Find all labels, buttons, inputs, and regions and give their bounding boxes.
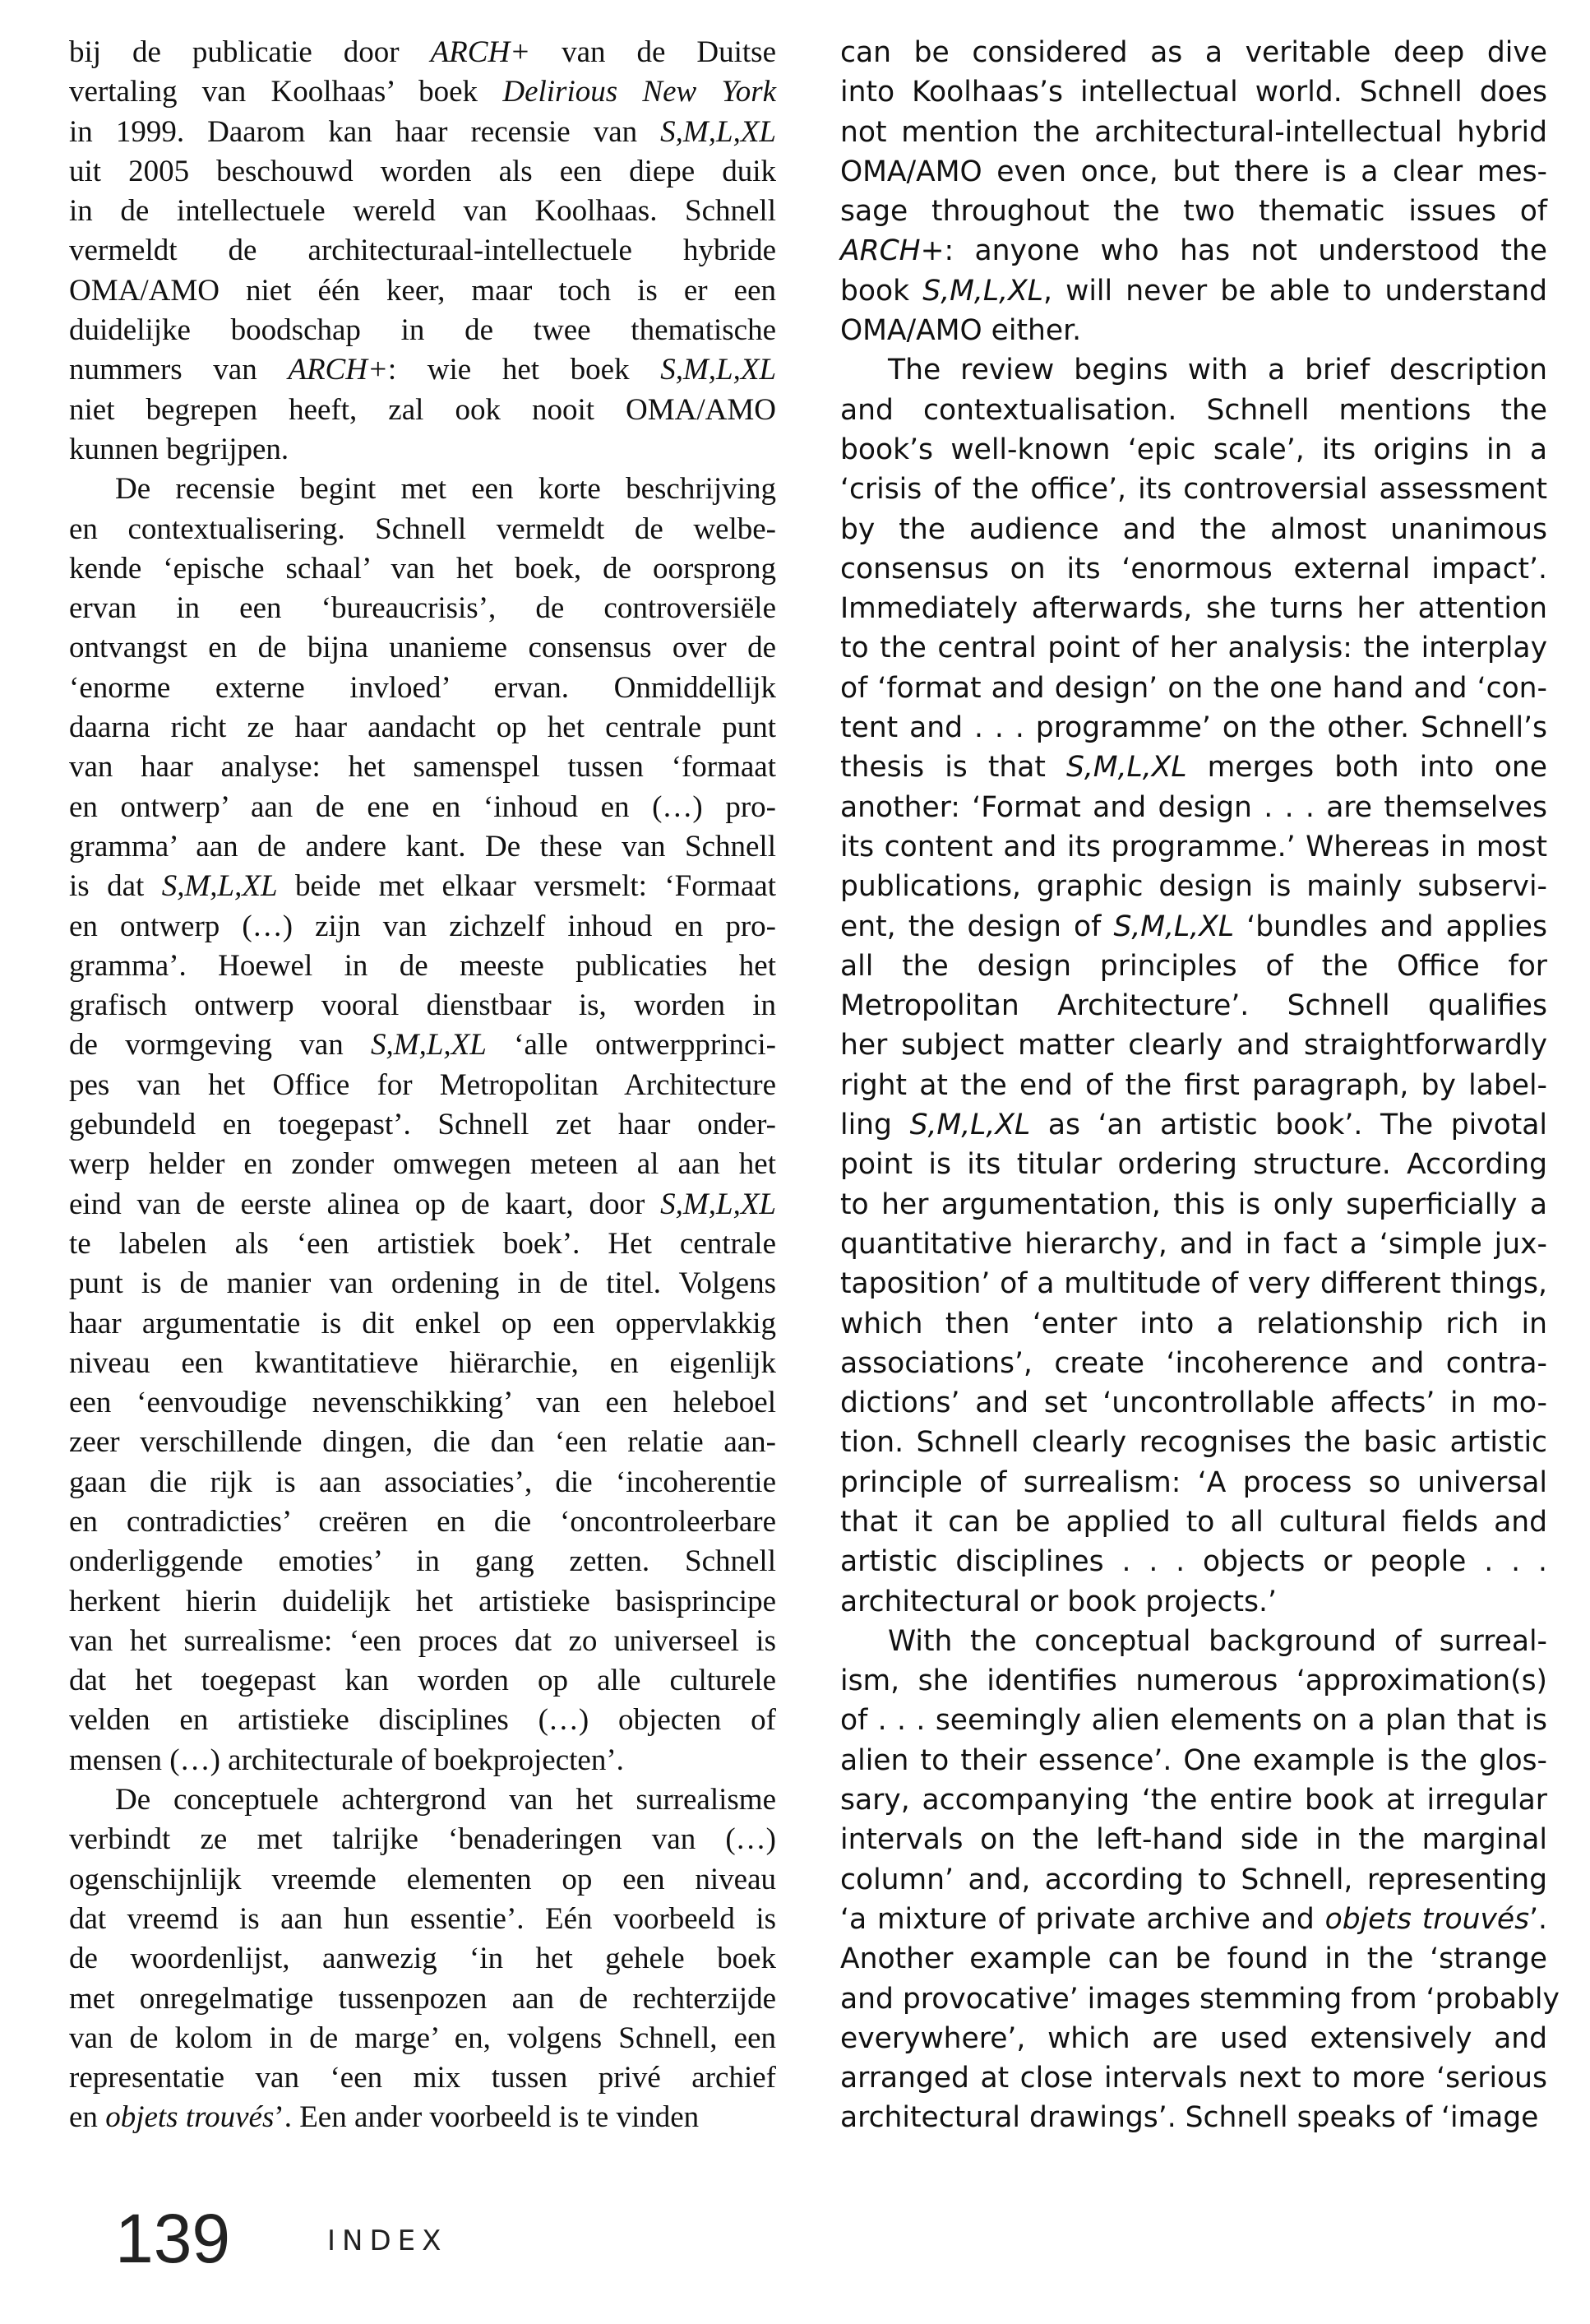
text-line: intervals on the left-hand side in the marginal (840, 1823, 1547, 1857)
text-line: ‘a mixture of private archive and objets trouvés’. (840, 1902, 1547, 1936)
text-line: all the design principles of the Office for (840, 949, 1547, 983)
text-line: ‘enorme externe invloed’ ervan. Onmiddellijk (69, 670, 776, 705)
text-line: eind van de eerste alinea op de kaart, door S,M,L,XL (69, 1187, 776, 1221)
text-line: onderliggende emoties’ in gang zetten. Schnell (69, 1544, 776, 1579)
text-line: dat het toegepast kan worden op alle culturele (69, 1664, 776, 1698)
text-line: Metropolitan Architecture’. Schnell qualifies (840, 989, 1547, 1023)
italic-term: S,M,L,XL (660, 1187, 776, 1221)
text-line: and contextualisation. Schnell mentions the (840, 393, 1547, 427)
text-line: nummers van ARCH+: wie het boek S,M,L,XL (69, 353, 777, 387)
text-line: With the conceptual background of surreal- (888, 1624, 1547, 1658)
page-number: 139 (115, 2200, 231, 2277)
text-line: OMA/AMO even once, but there is a clear mes- (840, 155, 1547, 188)
text-line: associations’, create ‘incoherence and contra- (840, 1346, 1547, 1380)
text-line: artistic disciplines . . . objects or people . . . (840, 1545, 1547, 1579)
text-line: can be considered as a veritable deep dive (840, 36, 1547, 69)
text-line: point is its titular ordering structure. According (840, 1148, 1547, 1182)
text-line: dat vreemd is aan hun essentie’. Eén voorbeeld is (69, 1901, 776, 1936)
text-line: ontvangst en de bijna unanieme consensus over de (69, 631, 776, 665)
text-line: niet begrepen heeft, zal ook nooit OMA/AMO (69, 392, 776, 427)
text-line: Another example can be found in the ‘strange (840, 1942, 1547, 1976)
text-line: its content and its programme.’ Whereas in most (840, 830, 1547, 863)
italic-term: S,M,L,XL (1065, 751, 1187, 785)
text-line: ism, she identifies numerous ‘approximation(s) (840, 1664, 1547, 1698)
text-line: ling S,M,L,XL as ‘an artistic book’. The pivotal (840, 1109, 1547, 1142)
text-line: architectural drawings’. Schnell speaks of ‘image (840, 2101, 1539, 2135)
text-line: een ‘eenvoudige nevenschikking’ van een heleboel (69, 1386, 776, 1420)
text-line: publications, graphic design is mainly subservi- (840, 870, 1547, 904)
text-line: kende ‘epische schaal’ van het boek, de oorsprong (69, 551, 776, 586)
text-line: book’s well-known ‘epic scale’, its origins in a (840, 433, 1547, 466)
text-line: OMA/AMO either. (840, 314, 1082, 348)
italic-term: Delirious New York (502, 75, 777, 109)
text-line: ervan in een ‘bureaucrisis’, de controversiële (69, 591, 776, 626)
text-line: gaan die rijk is aan associaties’, die ‘incoherentie (69, 1465, 776, 1499)
text-line: niveau een kwantitatieve hiërarchie, en eigenlijk (69, 1345, 776, 1380)
text-line: werp helder en zonder omwegen meteen al aan het (69, 1147, 776, 1182)
text-line: into Koolhaas’s intellectual world. Schnell does (840, 76, 1547, 109)
text-line: book S,M,L,XL, will never be able to understand (840, 274, 1548, 308)
italic-term: S,M,L,XL (660, 353, 777, 387)
text-line: met onregelmatige tussenpozen aan de rechterzijde (69, 1981, 776, 2016)
text-line: ‘crisis of the office’, its controversial assessment (840, 473, 1547, 507)
text-line: by the audience and the almost unanimous (840, 512, 1547, 546)
text-line: OMA/AMO niet één keer, maar toch is er een (69, 273, 776, 308)
text-line: consensus on its ‘enormous external impact’. (840, 552, 1547, 586)
text-line: gebundeld en toegepast’. Schnell zet haar onder- (69, 1108, 776, 1142)
text-line: uit 2005 beschouwd worden als een diepe duik (69, 154, 776, 188)
text-line: another: ‘Format and design . . . are themselves (840, 790, 1547, 824)
dutch-text-column (69, 33, 776, 2138)
italic-term: objets trouvés (1324, 1902, 1530, 1936)
italic-term: S,M,L,XL (1113, 910, 1235, 943)
italic-term: ARCH+ (288, 353, 388, 387)
text-line: punt is de manier van ordening in de titel. Volgens (69, 1266, 776, 1301)
text-line: Immediately afterwards, she turns her attention (840, 592, 1547, 626)
text-line: vermeldt de architecturaal-intellectuele hybride (69, 234, 776, 268)
english-text-column (840, 33, 1560, 2138)
text-line: velden en artistieke disciplines (…) objecten of (69, 1703, 776, 1738)
text-line: in de intellectuele wereld van Koolhaas. Schnell (69, 194, 776, 229)
text-line: De recensie begint met een korte beschrijving (115, 472, 776, 507)
journal-label: INDEX (327, 2224, 448, 2257)
text-line: en objets trouvés’. Een ander voorbeeld is te vinden (69, 2100, 700, 2135)
text-line: of ‘format and design’ on the one hand and ‘con- (840, 671, 1547, 705)
text-line: grafisch ontwerp vooral dienstbaar is, worden in (69, 988, 776, 1023)
text-line: duidelijke boodschap in de twee thematische (69, 313, 776, 348)
text-line: in 1999. Daarom kan haar recensie van S,M,L,XL (69, 114, 776, 149)
italic-term: ARCH+ (430, 35, 531, 69)
text-line: ent, the design of S,M,L,XL ‘bundles and applies (840, 910, 1547, 943)
text-line: ARCH+: anyone who has not understood the (840, 234, 1547, 268)
text-line: alien to their essence’. One example is the glos- (840, 1743, 1547, 1777)
text-line: gramma’. Hoewel in de meeste publicaties het (69, 948, 776, 983)
text-line: principle of surrealism: ‘A process so universal (840, 1465, 1547, 1499)
text-line: everywhere’, which are used extensively and (840, 2021, 1547, 2055)
text-line: The review begins with a brief description (888, 354, 1547, 387)
text-line: de woordenlijst, aanwezig ‘in het gehele boek (69, 1942, 776, 1976)
text-line: tent and . . . programme’ on the other. Schnell’s (840, 711, 1547, 745)
text-line: tion. Schnell clearly recognises the basic artistic (840, 1426, 1547, 1460)
text-line: is dat S,M,L,XL beide met elkaar versmelt: ‘Formaat (69, 869, 776, 904)
text-line: sary, accompanying ‘the entire book at irregular (840, 1784, 1547, 1817)
text-line: sage throughout the two thematic issues of (840, 195, 1547, 229)
text-line: en contextualisering. Schnell vermeldt de welbe- (69, 512, 776, 546)
text-line: of . . . seemingly alien elements on a plan that is (840, 1704, 1547, 1738)
text-line: ogenschijnlijk vreemde elementen op een niveau (69, 1862, 776, 1896)
text-line: not mention the architectural-intellectual hybrid (840, 115, 1547, 149)
italic-term: S,M,L,XL (161, 869, 278, 904)
text-line: that it can be applied to all cultural fields and (840, 1505, 1547, 1539)
text-line: to the central point of her analysis: the interplay (840, 632, 1547, 665)
text-line: quantitative hierarchy, and in fact a ‘simple jux- (840, 1227, 1547, 1261)
text-line: verbindt ze met talrijke ‘benaderingen van (…) (69, 1822, 776, 1857)
text-line: vertaling van Koolhaas’ boek Delirious New York (69, 75, 777, 109)
text-line: architectural or book projects.’ (840, 1585, 1277, 1618)
text-line: her subject matter clearly and straightforwardly (840, 1029, 1547, 1062)
text-line: dictions’ and set ‘uncontrollable affects’ in mo- (840, 1387, 1547, 1420)
text-line: gramma’ aan de andere kant. De these van Schnell (69, 829, 776, 863)
text-line: right at the end of the first paragraph, by label- (840, 1068, 1547, 1102)
text-line: kunnen begrijpen. (69, 432, 289, 466)
text-line: column’ and, according to Schnell, representing (840, 1863, 1547, 1896)
text-line: mensen (…) architecturale of boekprojecten’. (69, 1743, 624, 1777)
text-line: van het surrealisme: ‘een proces dat zo universeel is (69, 1623, 776, 1658)
italic-term: S,M,L,XL (909, 1109, 1031, 1142)
text-line: representatie van ‘een mix tussen privé archief (69, 2061, 776, 2095)
text-line: bij de publicatie door ARCH+ van de Duitse (69, 35, 776, 69)
text-line: en ontwerp (…) zijn van zichzelf inhoud en pro- (69, 909, 776, 943)
text-line: daarna richt ze haar aandacht op het centrale punt (69, 711, 776, 745)
text-line: te labelen als ‘een artistiek boek’. Het centrale (69, 1226, 776, 1261)
text-line: De conceptuele achtergrond van het surrealisme (115, 1783, 776, 1817)
text-line: arranged at close intervals next to more ‘serious (840, 2062, 1547, 2095)
text-line: herkent hierin duidelijk het artistieke basisprincipe (69, 1584, 776, 1618)
text-line: en contradicties’ creëren en die ‘oncontroleerbare (69, 1504, 776, 1539)
text-line: van haar analyse: het samenspel tussen ‘formaat (69, 750, 776, 785)
text-line: taposition’ of a multitude of very different things, (840, 1267, 1547, 1301)
text-line: and provocative’ images stemming from ‘probably (840, 1982, 1560, 2016)
italic-term: ARCH+ (840, 234, 945, 268)
text-line: de vormgeving van S,M,L,XL ‘alle ontwerpprinci- (69, 1028, 777, 1062)
text-line: zeer verschillende dingen, die dan ‘een relatie aan- (69, 1425, 776, 1460)
italic-term: objets trouvés (105, 2100, 275, 2135)
text-line: pes van het Office for Metropolitan Architecture (69, 1067, 776, 1102)
text-line: which then ‘enter into a relationship rich in (840, 1307, 1547, 1340)
text-line: van de kolom in de marge’ en, volgens Schnell, een (69, 2021, 776, 2055)
text-line: thesis is that S,M,L,XL merges both into one (840, 751, 1547, 785)
italic-term: S,M,L,XL (922, 274, 1043, 308)
text-line: to her argumentation, this is only superficially a (840, 1187, 1547, 1221)
italic-term: S,M,L,XL (660, 114, 776, 149)
text-line: en ontwerp’ aan de ene en ‘inhoud en (…) pro- (69, 789, 776, 824)
italic-term: S,M,L,XL (371, 1028, 487, 1062)
text-line: haar argumentatie is dit enkel op een oppervlakkig (69, 1306, 776, 1340)
